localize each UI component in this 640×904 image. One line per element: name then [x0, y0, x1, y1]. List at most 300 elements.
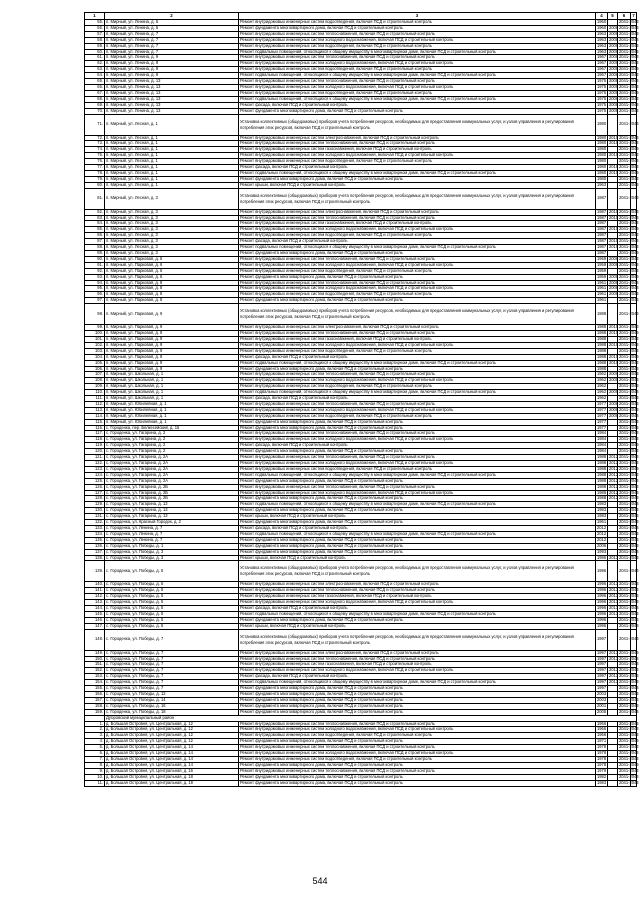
last-repair-cell: 2010 [609, 324, 619, 330]
work-type-cell: Ремонт подвальных помещений, относящихся к общему имуществу в многоквартирном доме, включая ПСД и строительный контроль [239, 360, 596, 366]
planned-period-cell: 2041-2043 [619, 519, 639, 525]
planned-period-cell: 2041-2043 [619, 418, 639, 424]
work-type-cell: Ремонт внутридомовых инженерных систем водоотведения, включая ПСД и строительный контроль [239, 159, 596, 165]
address-cell: с. Городенка, ул. Победы, д. 7 [105, 662, 239, 668]
build-year-cell: 1963 [597, 48, 607, 54]
planned-period-cell: 2041-2043 [619, 507, 639, 513]
work-type-cell: Установка коллективных (общедомовых) приборов учета потребления ресурсов, необходимых для предоставления коммунальных услуг, и узлов управления и регулирования потребления этих ресурсов, включая ПСД и строительный контроль [239, 629, 596, 650]
row-number: 144. [85, 606, 105, 612]
address-cell: д. Большая Островня, ул. Центральная, д. 14 [105, 762, 239, 768]
planned-period-cell: 2041-2043 [619, 285, 639, 291]
work-type-cell: Ремонт фасада, включая ПСД и строительный контроль [239, 354, 596, 360]
build-year-cell: 1963 [597, 42, 607, 48]
address-cell: с. Городенка, ул. Гагарина, д. 2А [105, 478, 239, 484]
planned-period-cell: 2041-2043 [619, 60, 639, 66]
build-year-cell: 1975 [597, 83, 607, 89]
address-cell: с. Городенка, ул. Победы, д. 7 [105, 680, 239, 686]
last-repair-cell: 2008 [609, 89, 619, 95]
build-year-cell: 1988 [597, 324, 607, 330]
build-year-cell: 1996 [597, 605, 607, 611]
address-cell: с. Городенка, ул. Победы, д. 5 [105, 617, 239, 623]
row-number: 155. [85, 686, 105, 692]
column-number-6: 6 [618, 13, 631, 20]
row-number: 83. [85, 215, 105, 221]
last-repair-cell [608, 304, 618, 325]
build-year-cell: 1962 [597, 371, 607, 377]
work-type-cell: Ремонт фундамента многоквартирного дома, включая ПСД и строительный контроль [239, 520, 596, 526]
work-type-cell: Ремонт фундамента многоквартирного дома, включая ПСД и строительный контроль [239, 25, 596, 31]
planned-period-cell: 2041-2043 [619, 226, 639, 232]
address-cell: с. Городенка, ул. Победы, д. 5 [105, 588, 239, 594]
row-number: 102. [85, 342, 105, 348]
last-repair-cell: 2008 [609, 72, 619, 78]
planned-period-cell: 2041-2043 [619, 335, 639, 341]
address-cell: с. Городенка, ул. Победы, д. 7 [105, 650, 239, 656]
build-year-cell: 1980 [597, 158, 607, 164]
planned-period-cell: 2041-2043 [619, 377, 639, 383]
build-year-cell: 1987 [597, 220, 607, 226]
row-number: 80. [85, 182, 105, 188]
last-repair-cell: 2010 [609, 164, 619, 170]
work-type-cell: Ремонт фундамента многоквартирного дома, включая ПСД и строительный контроль [239, 697, 596, 703]
planned-period-cell: 2041-2043 [619, 146, 639, 152]
address-cell: с. Городенка, ул. Гагарина, д. 13 [105, 502, 239, 508]
work-type-cell: Ремонт внутридомовых инженерных систем холодного водоснабжения, включая ПСД и строительный контроль [239, 227, 596, 233]
address-cell: с. Городенка, ул. Гагарина, д. 2А [105, 472, 239, 478]
planned-period-cell: 2041-2043 [619, 424, 639, 430]
row-number: 77. [85, 165, 105, 171]
work-type-cell: Ремонт внутридомовых инженерных систем холодного водоснабжения, включая ПСД и строительный контроль [239, 378, 596, 384]
row-number: 138. [85, 555, 105, 561]
last-repair-cell [608, 629, 618, 650]
work-type-cell: Ремонт фундамента многоквартирного дома, включая ПСД и строительный контроль [239, 176, 596, 182]
planned-period-cell: 2041-2043 [619, 412, 639, 418]
work-type-cell: Ремонт фундамента многоквартирного дома, включая ПСД и строительный контроль [239, 108, 596, 114]
build-year-cell: 1997 [597, 661, 607, 667]
work-type-cell: Ремонт фундамента многоквартирного дома, включая ПСД и строительный контроль [239, 739, 596, 745]
build-year-cell: 2005 [597, 708, 607, 714]
work-type-cell: Установка коллективных (общедомовых) приборов учета потребления ресурсов, необходимых для предоставления коммунальных услуг, и узлов управления и регулирования потребления этих ресурсов, включая ПСД и строительный контроль [239, 561, 596, 582]
column-number-1: 1 [85, 13, 105, 20]
work-type-cell: Ремонт внутридомовых инженерных систем теплоснабжения, включая ПСД и строительный контроль [239, 79, 596, 85]
planned-period-cell: 2041-2043 [619, 134, 639, 140]
last-repair-cell [608, 188, 618, 209]
work-type-cell: Ремонт внутридомовых инженерных систем водоотведения, включая ПСД и строительный контроль [239, 413, 596, 419]
address-cell: п. Мирный, ул. Ленина, д. 13 [105, 108, 239, 114]
planned-period-cell: 2041-2043 [619, 181, 639, 187]
planned-period-cell: 2041-2043 [619, 483, 639, 489]
work-type-cell: Ремонт внутридомовых инженерных систем теплоснабжения, включая ПСД и строительный контроль [239, 431, 596, 437]
planned-period-cell: 2041-2043 [619, 761, 639, 767]
row-number: 127. [85, 490, 105, 496]
row-number: 100. [85, 331, 105, 337]
build-year-cell: 1997 [596, 629, 608, 650]
planned-period-cell: 2041-2043 [619, 750, 639, 756]
last-repair-cell: 2008 [609, 24, 619, 30]
build-year-cell: 1975 [597, 107, 607, 113]
work-type-cell: Ремонт внутридомовых инженерных систем холодного водоснабжения, включая ПСД и строительный контроль [239, 490, 596, 496]
planned-period-cell: 2041-2043 [619, 679, 639, 685]
planned-period-cell: 2041-2043 [619, 261, 639, 267]
last-repair-cell: 2010 [609, 238, 619, 244]
table-row [85, 188, 637, 209]
planned-period-cell: 2041-2043 [619, 297, 639, 303]
address-cell: с. Городенка, ул. Гагарина, д. 2 [105, 431, 239, 437]
planned-period-cell: 2041-2043 [619, 436, 639, 442]
planned-period-cell: 2041-2043 [619, 19, 639, 24]
work-type-cell: Ремонт фундамента многоквартирного дома, включая ПСД и строительный контроль [239, 703, 596, 709]
address-cell: с. Городенка, ул. Победы, д. 5 [105, 600, 239, 606]
planned-period-cell: 2041-2043 [619, 42, 639, 48]
build-year-cell: 1962 [597, 389, 607, 395]
row-number: 114. [85, 413, 105, 419]
row-number: 135. [85, 537, 105, 543]
address-cell: п. Мирный, ул. Лесная, д. 1 [105, 159, 239, 165]
build-year-cell: 1987 [596, 188, 608, 209]
row-number: 159. [85, 709, 105, 715]
work-type-cell: Ремонт фундамента многоквартирного дома, включая ПСД и строительный контроль [239, 762, 596, 768]
address-cell: с. Городенка, ул. Гагарина, д. 13 [105, 508, 239, 514]
work-type-cell: Ремонт внутридомовых инженерных систем холодного водоснабжения, включая ПСД и строительный контроль [239, 262, 596, 268]
row-number: 119. [85, 443, 105, 449]
last-repair-cell: 2008 [609, 412, 619, 418]
build-year-cell: 1967 [597, 60, 607, 66]
work-type-cell: Ремонт фундамента многоквартирного дома, включая ПСД и строительный контроль [239, 508, 596, 514]
last-repair-cell: 2010 [609, 169, 619, 175]
row-number: 136. [85, 543, 105, 549]
last-repair-cell: 2010 [609, 341, 619, 347]
planned-period-cell: 2041-2043 [619, 477, 639, 483]
work-type-cell: Ремонт фасада, включая ПСД и строительный контроль [239, 525, 596, 531]
work-type-cell: Ремонт фундамента многоквартирного дома, включая ПСД и строительный контроль [239, 251, 596, 257]
work-type-cell: Ремонт внутридомовых инженерных систем теплоснабжения, включая ПСД и строительный контроль [239, 372, 596, 378]
build-year-cell: 1959 [597, 273, 607, 279]
row-number: 60. [85, 49, 105, 55]
row-number: 79. [85, 176, 105, 182]
planned-period-cell: 2041-2043 [619, 744, 639, 750]
row-number: 6. [85, 751, 105, 757]
row-number: 10. [85, 774, 105, 780]
build-year-cell: 1997 [597, 667, 607, 673]
work-type-cell: Ремонт внутридомовых инженерных систем электроснабжения, включая ПСД и строительный контроль [239, 325, 596, 331]
row-number: 109. [85, 384, 105, 390]
build-year-cell: 1993 [597, 548, 607, 554]
row-number: 93. [85, 274, 105, 280]
planned-period-cell: 2041-2043 [619, 661, 639, 667]
address-cell: с. Городенка, ул. Гагарина, д. 2Б [105, 496, 239, 502]
build-year-cell: 1984 [597, 448, 607, 454]
address-cell: п. Мирный, ул. Лесная, д. 3 [105, 239, 239, 245]
planned-period-cell: 2041-2043 [619, 220, 639, 226]
work-type-cell: Ремонт внутридомовых инженерных систем электроснабжения, включая ПСД и строительный контроль [239, 650, 596, 656]
work-type-cell: Ремонт внутридомовых инженерных систем водоотведения, включая ПСД и строительный контроль [239, 466, 596, 472]
address-cell: с. Городенка, ул. Победы, д. 7 [105, 668, 239, 674]
work-type-cell: Ремонт подвальных помещений, относящихся к общему имуществу в многоквартирном доме, включая ПСД и строительный контроль [239, 73, 596, 79]
planned-period-cell: 2041-2043 [619, 581, 639, 587]
address-cell: с. Городенка, ул. Гагарина, д. 2 [105, 437, 239, 443]
row-number: 129. [85, 502, 105, 508]
address-cell: с. Городенка, ул. Ленина, д. 7 [105, 531, 239, 537]
address-cell: п. Мирный, ул. Лесная, д. 1 [105, 135, 239, 141]
build-year-cell: 1980 [597, 140, 607, 146]
last-repair-cell: 2008 [609, 291, 619, 297]
planned-period-cell: 2041-2043 [619, 593, 639, 599]
planned-period-cell: 2041-2043 [619, 610, 639, 616]
work-type-cell: Ремонт внутридомовых инженерных систем газоснабжения, включая ПСД и строительный контроль [239, 221, 596, 227]
build-year-cell: 1959 [597, 255, 607, 261]
row-number: 57. [85, 31, 105, 37]
last-repair-cell: 2008 [609, 400, 619, 406]
work-type-cell: Ремонт фундамента многоквартирного дома, включая ПСД и строительный контроль [239, 617, 596, 623]
row-number: 106. [85, 366, 105, 372]
build-year-cell: 1988 [597, 454, 607, 460]
planned-period-cell: 2041-2043 [619, 140, 639, 146]
address-cell: с. Городенка, ул. Победы, д. 7 [105, 629, 239, 650]
build-year-cell: 1984 [597, 436, 607, 442]
build-year-cell: 2012 [597, 530, 607, 536]
address-cell: п. Мирный, ул. Парковая, д. 8 [105, 298, 239, 304]
work-type-cell: Ремонт фундамента многоквартирного дома, включая ПСД и строительный контроль [239, 449, 596, 455]
planned-period-cell: 2041-2043 [618, 561, 631, 582]
row-number: 89. [85, 251, 105, 257]
build-year-cell: 1997 [597, 655, 607, 661]
planned-period-cell: 2041-2043 [619, 720, 639, 726]
address-cell: с. Городенка, ул. Победы, д. 18 [105, 709, 239, 715]
work-type-cell: Ремонт фасада, включая ПСД и строительный контроль [239, 606, 596, 612]
build-year-cell: 1963 [597, 36, 607, 42]
address-cell: п. Мирный, ул. Ленина, д. 7 [105, 43, 239, 49]
build-year-cell: 1961 [597, 297, 607, 303]
row-number: 74. [85, 147, 105, 153]
row-number: 113. [85, 407, 105, 413]
row-number: 139. [85, 561, 105, 582]
build-year-cell: 1977 [597, 400, 607, 406]
build-year-cell: 1980 [597, 175, 607, 181]
planned-period-cell: 2041-2043 [619, 107, 639, 113]
row-number: 7. [85, 756, 105, 762]
work-type-cell: Ремонт внутридомовых инженерных систем газоснабжения, включая ПСД и строительный контроль [239, 662, 596, 668]
last-repair-cell: 2009 [609, 377, 619, 383]
row-number: 11. [85, 780, 105, 786]
address-cell: п. Мирный, ул. Школьная, д. 1 [105, 396, 239, 402]
planned-period-cell: 2041-2043 [619, 605, 639, 611]
row-number: 112. [85, 401, 105, 407]
build-year-cell: 1988 [597, 495, 607, 501]
build-year-cell: 1984 [597, 442, 607, 448]
last-repair-cell: 2013 [609, 581, 619, 587]
address-cell: п. Мирный, ул. Ленина, д. 13 [105, 96, 239, 102]
last-repair-cell: 2013 [609, 679, 619, 685]
column-number-3: 3 [239, 13, 596, 20]
address-cell: п. Мирный, ул. Парковая, д. 8 [105, 292, 239, 298]
build-year-cell: 1967 [597, 66, 607, 72]
address-cell: п. Мирный, ул. Лесная, д. 3 [105, 245, 239, 251]
work-type-cell: Ремонт внутридомовых инженерных систем холодного водоснабжения, включая ПСД и строительный контроль [239, 437, 596, 443]
last-repair-cell: 2008 [609, 42, 619, 48]
row-number: 65. [85, 79, 105, 85]
row-number: 61. [85, 55, 105, 61]
work-type-cell: Ремонт фундамента многоквартирного дома, включая ПСД и строительный контроль [239, 774, 596, 780]
last-repair-cell: 2010 [609, 134, 619, 140]
address-cell: п. Мирный, ул. Парковая, д. 9 [105, 342, 239, 348]
address-cell: с. Городенка, ул. Гагарина, д. 2А [105, 466, 239, 472]
row-number: 137. [85, 549, 105, 555]
address-cell: п. Мирный, ул. Парковая, д. 9 [105, 360, 239, 366]
work-type-cell: Ремонт внутридомовых инженерных систем электроснабжения, включая ПСД и строительный контроль [239, 209, 596, 215]
address-cell: с. Городенка, ул. Гагарина, д. 2Б [105, 484, 239, 490]
build-year-cell: 1977 [597, 418, 607, 424]
last-repair-cell [608, 780, 618, 786]
row-number: 150. [85, 656, 105, 662]
build-year-cell: 1966 [597, 720, 607, 726]
address-cell: п. Мирный, ул. Парковая, д. 6 [105, 268, 239, 274]
last-repair-cell: 2008 [609, 66, 619, 72]
address-cell: п. Мирный, ул. Ленина, д. 9 [105, 73, 239, 79]
row-number: 69. [85, 102, 105, 108]
planned-period-cell: 2041-2043 [619, 347, 639, 353]
build-year-cell: 1963 [597, 30, 607, 36]
planned-period-cell: 2041-2043 [619, 95, 639, 101]
planned-period-cell: 2041-2043 [619, 554, 639, 560]
build-year-cell: 1962 [597, 395, 607, 401]
row-number: 103. [85, 348, 105, 354]
planned-period-cell: 2041-2043 [619, 622, 639, 628]
planned-period-cell: 2041-2043 [619, 400, 639, 406]
work-type-cell: Ремонт внутридомовых инженерных систем водоотведения, включая ПСД и строительный контроль [239, 268, 596, 274]
planned-period-cell: 2041-2043 [619, 24, 639, 30]
row-number: 63. [85, 67, 105, 73]
build-year-cell: 1961 [597, 279, 607, 285]
row-number: 140. [85, 582, 105, 588]
address-cell: п. Мирный, ул. Школьная, д. 1 [105, 372, 239, 378]
address-cell: п. Мирный, ул. Ленина, д. 13 [105, 102, 239, 108]
table-row [85, 561, 637, 582]
work-type-cell: Ремонт внутридомовых инженерных систем водоотведения, включая ПСД и строительный контроль [239, 20, 596, 26]
row-number: 71. [85, 114, 105, 135]
repair-schedule-table [84, 12, 637, 787]
build-year-cell: 1996 [596, 561, 608, 582]
last-repair-cell: 2013 [609, 554, 619, 560]
last-repair-cell: 2009 [609, 389, 619, 395]
row-number: 146. [85, 617, 105, 623]
planned-period-cell: 2041-2043 [619, 353, 639, 359]
planned-period-cell: 2041-2043 [619, 395, 639, 401]
build-year-cell: 1980 [597, 146, 607, 152]
row-number: 145. [85, 611, 105, 617]
row-number: 94. [85, 280, 105, 286]
address-cell: п. Мирный, ул. Парковая, д. 9 [105, 354, 239, 360]
build-year-cell: 1978 [597, 755, 607, 761]
work-type-cell: Ремонт фасада, включая ПСД и строительный контроль [239, 165, 596, 171]
address-cell: п. Мирный, ул. Юбилейная, д. 1 [105, 407, 239, 413]
build-year-cell: 2001 [597, 702, 607, 708]
address-cell: п. Мирный, ул. Ленина, д. 9 [105, 61, 239, 67]
last-repair-cell: 2010 [609, 359, 619, 365]
row-number: 1. [85, 721, 105, 727]
work-type-cell: Ремонт подвальных помещений, относящихся к общему имуществу в многоквартирном доме, включая ПСД и строительный контроль [239, 96, 596, 102]
planned-period-cell: 2041-2043 [619, 250, 639, 255]
work-type-cell: Ремонт крыши, включая ПСД и строительный контроль [239, 514, 596, 520]
build-year-cell: 1996 [597, 554, 607, 560]
row-number: 128. [85, 496, 105, 502]
work-type-cell: Ремонт подвальных помещений, относящихся к общему имуществу в многоквартирном доме, включая ПСД и строительный контроль [239, 680, 596, 686]
build-year-cell: 1977 [597, 406, 607, 412]
last-repair-cell: 2008 [609, 78, 619, 84]
build-year-cell: 1996 [597, 593, 607, 599]
work-type-cell: Ремонт внутридомовых инженерных систем теплоснабжения, включая ПСД и строительный контроль [239, 256, 596, 262]
last-repair-cell [608, 114, 618, 135]
row-number: 99. [85, 325, 105, 331]
work-type-cell: Ремонт фасада, включая ПСД и строительный контроль [239, 102, 596, 108]
address-cell: с. Городенка, ул. Победы, д. 7 [105, 656, 239, 662]
work-type-cell: Установка коллективных (общедомовых) приборов учета потребления ресурсов, необходимых для предоставления коммунальных услуг, и узлов управления и регулирования потребления этих ресурсов, включая ПСД и строительный контроль [239, 304, 596, 325]
work-type-cell: Ремонт фундамента многоквартирного дома, включая ПСД и строительный контроль [239, 549, 596, 555]
work-type-cell: Ремонт внутридомовых инженерных систем холодного водоснабжения, включая ПСД и строительный контроль [239, 286, 596, 292]
planned-period-cell: 2041-2043 [619, 755, 639, 761]
address-cell: п. Мирный, ул. Парковая, д. 6 [105, 262, 239, 268]
last-repair-cell: 2010 [609, 140, 619, 146]
work-type-cell: Ремонт подвальных помещений, относящихся к общему имуществу в многоквартирном доме, включая ПСД и строительный контроль [239, 472, 596, 478]
last-repair-cell: 2010 [609, 330, 619, 336]
address-cell: д. Большая Островня, ул. Центральная, д. 12 [105, 733, 239, 739]
planned-period-cell: 2041-2043 [619, 158, 639, 164]
planned-period-cell: 2041-2043 [619, 273, 639, 279]
row-number: 132. [85, 520, 105, 526]
address-cell: с. Городенка, ул. Гагарина, д. 2Б [105, 490, 239, 496]
last-repair-cell: 2012 [609, 460, 619, 465]
row-number: 56. [85, 25, 105, 31]
last-repair-cell: 2008 [609, 279, 619, 285]
work-type-cell: Ремонт внутридомовых инженерных систем водоотведения, включая ПСД и строительный контроль [239, 384, 596, 390]
address-cell: п. Мирный, ул. Лесная, д. 1 [105, 141, 239, 147]
planned-period-cell: 2041-2043 [619, 548, 639, 554]
row-number: 81. [85, 188, 105, 209]
row-number: 122. [85, 461, 105, 467]
last-repair-cell: 2013 [609, 673, 619, 679]
row-number: 67. [85, 90, 105, 96]
work-type-cell: Ремонт фундамента многоквартирного дома, включая ПСД и строительный контроль [239, 537, 596, 543]
address-cell: с. Городенка, ул. Победы, д. 5 [105, 606, 239, 612]
work-type-cell: Ремонт внутридомовых инженерных систем водоотведения, включая ПСД и строительный контроль [239, 67, 596, 73]
work-type-cell: Ремонт фундамента многоквартирного дома, включая ПСД и строительный контроль [239, 366, 596, 372]
last-repair-cell: 2013 [609, 649, 619, 655]
last-repair-cell: 2010 [609, 214, 619, 220]
work-type-cell: Ремонт внутридомовых инженерных систем теплоснабжения, включая ПСД и строительный контроль [239, 656, 596, 662]
table-row [85, 114, 637, 135]
row-number: 143. [85, 600, 105, 606]
planned-period-cell: 2041-2043 [619, 267, 639, 273]
address-cell: с. Городенка, ул. Ленина, д. 7 [105, 537, 239, 543]
work-type-cell: Ремонт внутридомовых инженерных систем водоотведения, включая ПСД и строительный контроль [239, 233, 596, 239]
address-cell: п. Мирный, ул. Ленина, д. 9 [105, 67, 239, 73]
address-cell: п. Мирный, ул. Парковая, д. 8 [105, 280, 239, 286]
work-type-cell: Ремонт внутридомовых инженерных систем водоотведения, включая ПСД и строительный контроль [239, 43, 596, 49]
last-repair-cell: 2008 [609, 60, 619, 66]
table-body [85, 13, 637, 787]
work-type-cell: Ремонт внутридомовых инженерных систем холодного водоснабжения, включая ПСД и строительный контроль [239, 751, 596, 757]
planned-period-cell: 2041-2043 [619, 702, 639, 708]
planned-period-cell: 2041-2043 [619, 279, 639, 285]
row-number: 158. [85, 703, 105, 709]
address-cell: с. Городенка, ул. Гагарина, д. 2А [105, 455, 239, 461]
planned-period-cell: 2041-2043 [618, 304, 631, 325]
planned-period-cell: 2041-2043 [619, 773, 639, 779]
table-row [85, 629, 637, 650]
row-number: 59. [85, 43, 105, 49]
planned-period-cell: 2041-2043 [619, 255, 639, 261]
row-number: 64. [85, 73, 105, 79]
build-year-cell: 1978 [597, 744, 607, 750]
